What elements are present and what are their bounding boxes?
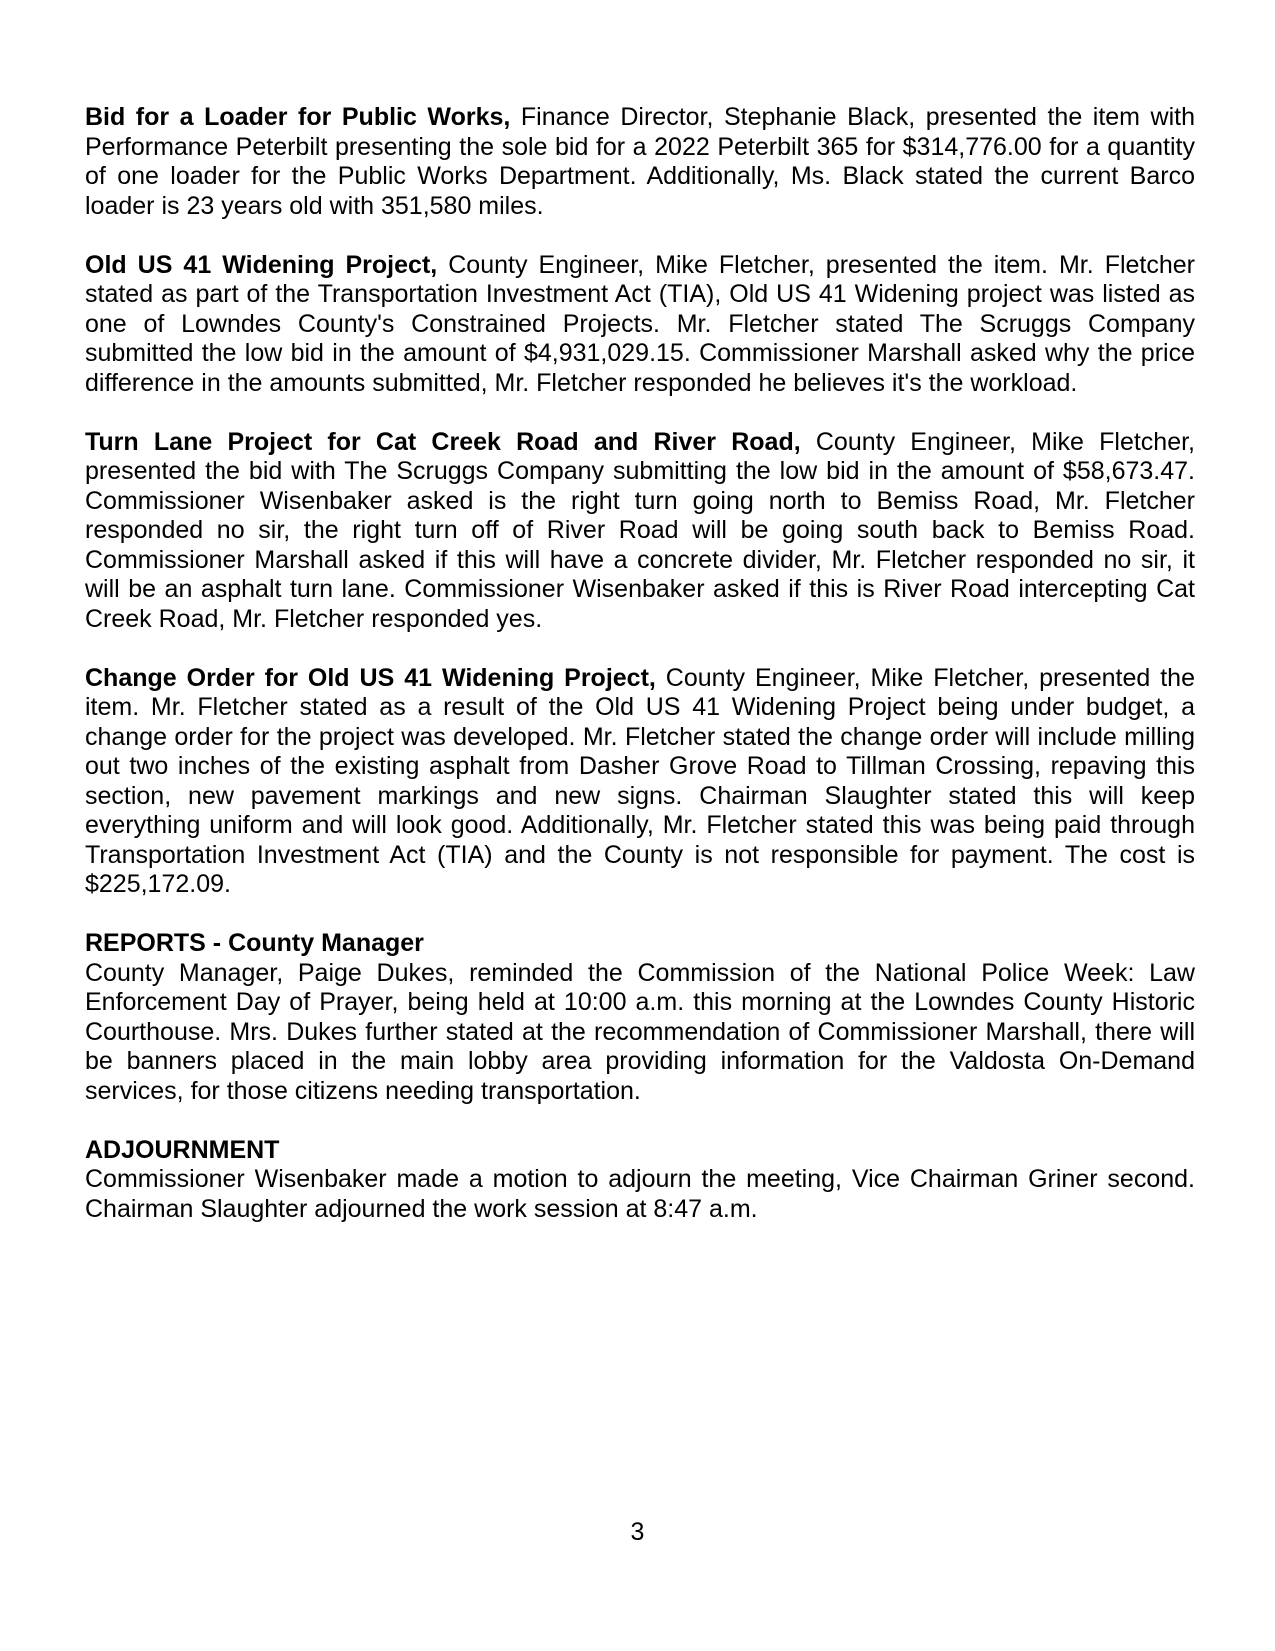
adjournment-section [85, 1136, 1195, 1225]
agenda-item-body: County Engineer, Mike Fletcher, presented the bid with The Scruggs Company submitting the low bid in the amount of $58,673.47. Commissioner Wisenbaker asked is the right turn going north to Bemiss Road, Mr. Fletcher responded no sir, the right turn off of River Road will be going south back to Bemiss Road. Commissioner Marshall asked if this will have a concrete divider, Mr. Fletcher responded no sir, it will be an asphalt turn lane. Commissioner Wisenbaker asked if this is River Road intercepting Cat Creek Road, Mr. Fletcher responded yes. [85, 427, 1195, 633]
agenda-item-us41-widening [85, 251, 1195, 399]
agenda-item-loader-bid [85, 103, 1195, 221]
agenda-item-body: County Engineer, Mike Fletcher, presented the item. Mr. Fletcher stated as a result of the Old US 41 Widening Project being under budget, a change order for the project was developed. Mr. Fletcher stated the change order will include milling out two inches of the existing asphalt from Dasher Grove Road to Tillman Crossing, repaving this section, new pavement markings and new signs. Chairman Slaughter stated this will keep everything uniform and will look good. Additionally, Mr. Fletcher stated this was being paid through Transportation Investment Act (TIA) and the County is not responsible for payment. The cost is $225,172.09. [85, 663, 1195, 898]
reports-section [85, 929, 1195, 1106]
agenda-item-title: Bid for a Loader for Public Works, [85, 103, 511, 131]
agenda-item-change-order [85, 664, 1195, 900]
agenda-item-turn-lane [85, 428, 1195, 635]
agenda-item-title: Change Order for Old US 41 Widening Project, [85, 663, 656, 692]
reports-body: County Manager, Paige Dukes, reminded the Commission of the National Police Week: Law Enforcement Day of Prayer, being held at 10:00 a.m. this morning at the Lowndes County Historic Courthouse. Mrs. Dukes further stated at the recommendation of Commissioner Marshall, there will be banners placed in the main lobby area providing information for the Valdosta On-Demand services, for those citizens needing transportation. [85, 958, 1195, 1105]
agenda-item-title: Turn Lane Project for Cat Creek Road and River Road, [85, 427, 801, 456]
minutes-content [85, 103, 1195, 1254]
agenda-item-title: Old US 41 Widening Project, [85, 250, 438, 279]
reports-heading: REPORTS - County Manager [85, 929, 424, 957]
adjournment-body: Commissioner Wisenbaker made a motion to adjourn the meeting, Vice Chairman Griner second. Chairman Slaughter adjourned the work session at 8:47 a.m. [85, 1165, 1195, 1223]
adjournment-heading: ADJOURNMENT [85, 1135, 280, 1164]
agenda-item-body: County Engineer, Mike Fletcher, presented the item. Mr. Fletcher stated as part of the Transportation Investment Act (TIA), Old US 41 Widening project was listed as one of Lowndes County's Constrained Projects. Mr. Fletcher stated The Scruggs Company submitted the low bid in the amount of $4,931,029.15. Commissioner Marshall asked why the price difference in the amounts submitted, Mr. Fletcher responded he believes it's the workload. [85, 250, 1196, 397]
page-number: 3 [630, 1518, 645, 1546]
agenda-item-body: Finance Director, Stephanie Black, presented the item with Performance Peterbilt presenting the sole bid for a 2022 Peterbilt 365 for $314,776.00 for a quantity of one loader for the Public Works Department. Additionally, Ms. Black stated the current Barco loader is 23 years old with 351,580 miles. [85, 103, 1195, 220]
